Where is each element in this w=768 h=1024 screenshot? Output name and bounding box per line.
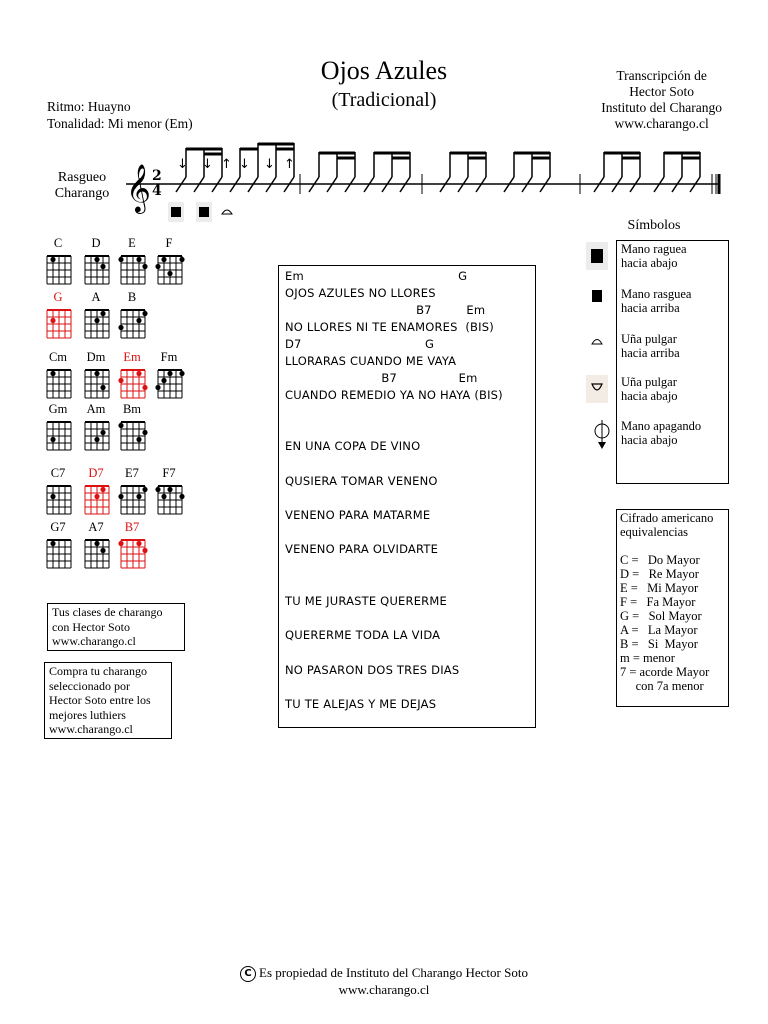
svg-text:↑: ↑ — [284, 157, 295, 172]
song-title: Ojos Azules — [320, 56, 448, 85]
simbolo-line: Mano raguea — [621, 242, 687, 256]
chord-diagram — [118, 250, 148, 286]
chord-diagram — [82, 480, 112, 516]
simbolo-text — [621, 287, 691, 315]
chord-diagram — [155, 480, 185, 516]
chord-label: B — [127, 290, 137, 304]
lyric-line: VENENO PARA MATARME — [285, 508, 431, 522]
chord-diagram — [118, 534, 148, 570]
simbolo-text — [621, 419, 701, 447]
simbolo-line: hacia arriba — [621, 346, 680, 360]
credits-block — [601, 68, 722, 132]
strum-measures — [309, 152, 700, 194]
cifrado-line: G = Sol Mayor — [620, 609, 702, 623]
lyric-line: OJOS AZULES NO LLORES — [285, 286, 436, 300]
lyric-line: LLORARAS CUANDO ME VAYA — [285, 354, 457, 368]
chord-label: Am — [86, 402, 106, 416]
chord-label: F — [165, 236, 173, 250]
copyright-text: Es propiedad de Instituto del Charango Hector Soto — [259, 965, 528, 980]
chord-diagram — [44, 416, 74, 452]
chord-label: G7 — [50, 520, 66, 534]
ad-line[interactable]: www.charango.cl — [49, 722, 133, 736]
lyric-line: NO PASARON DOS TRES DIAS — [285, 663, 460, 677]
simbolo-text — [621, 242, 687, 270]
chord-diagram — [118, 416, 148, 452]
lyric-line: NO LLORES NI TE ENAMORES (BIS) — [285, 320, 494, 334]
chord-diagram — [155, 250, 185, 286]
chord-label: D — [91, 236, 101, 250]
thumbnail-up-icon — [222, 210, 232, 214]
song-subtitle: (Tradicional) — [331, 89, 437, 111]
lyric-line: CUANDO REMEDIO YA NO HAYA (BIS) — [285, 388, 503, 402]
mute-down-icon — [595, 420, 609, 449]
strum-arrows — [177, 157, 295, 172]
rasgueo-label-line: Rasgueo — [57, 170, 107, 185]
time-signature-bottom: 4 — [152, 183, 162, 199]
simbolo-line: hacia abajo — [621, 389, 678, 403]
footer — [0, 965, 768, 998]
footer-url[interactable]: www.charango.cl — [338, 982, 430, 997]
svg-text:↓: ↓ — [239, 157, 250, 172]
simbolo-line: hacia arriba — [621, 301, 680, 315]
ritmo-text: Ritmo: Huayno — [47, 99, 131, 114]
chord-line: B7 Em — [285, 303, 486, 317]
simbolo-line: Mano apagando — [621, 419, 702, 433]
chord-label: A — [91, 290, 101, 304]
lyric-line: TU TE ALEJAS Y ME DEJAS — [285, 697, 437, 711]
simbolo-text — [621, 332, 680, 360]
ad-line[interactable]: www.charango.cl — [52, 634, 136, 648]
time-signature-top: 2 — [152, 168, 162, 184]
cifrado-title: Cifrado americano — [620, 511, 714, 525]
cifrado-title: equivalencias — [620, 525, 689, 539]
rasgueo-label — [40, 170, 124, 202]
chord-diagram — [118, 480, 148, 516]
chord-label: Cm — [48, 350, 68, 364]
rasgueo-staff — [124, 140, 724, 230]
treble-clef-icon: 𝄞 — [126, 163, 151, 212]
clases-ad-box — [47, 603, 185, 651]
ad-line: Hector Soto entre los — [49, 693, 151, 707]
simbolos-title: Símbolos — [627, 218, 681, 233]
ad-line: Tus clases de charango — [52, 605, 163, 619]
chord-line: B7 Em — [285, 371, 478, 385]
chord-diagram — [82, 304, 112, 340]
simbolo-line: hacia abajo — [621, 433, 678, 447]
chord-label: Bm — [122, 402, 142, 416]
copyright-icon: C — [240, 966, 256, 982]
chord-diagram — [44, 480, 74, 516]
chord-label: Gm — [48, 402, 68, 416]
ad-line: mejores luthiers — [49, 707, 126, 722]
credits-line: Transcripción de — [616, 68, 707, 83]
cifrado-line: A = La Mayor — [620, 623, 698, 637]
svg-text:↓: ↓ — [202, 157, 213, 172]
credits-line: www.charango.cl — [614, 116, 709, 131]
svg-text:↑: ↑ — [221, 157, 232, 172]
chord-label: E — [128, 236, 136, 250]
chord-label: Dm — [86, 350, 106, 364]
lyric-line: QUSIERA TOMAR VENENO — [285, 474, 438, 488]
cifrado-box — [616, 509, 729, 707]
svg-text:↓: ↓ — [264, 157, 275, 172]
lyrics-box — [278, 265, 536, 728]
chord-diagram — [82, 250, 112, 286]
cifrado-line: D = Re Mayor — [620, 567, 699, 581]
simbolos-icons — [584, 240, 614, 460]
thumbnail-up-icon — [592, 340, 602, 345]
compra-ad-box — [44, 662, 172, 739]
copyright-line — [0, 965, 768, 982]
chord-diagram — [82, 364, 112, 400]
simbolo-line: Uña pulgar — [621, 332, 677, 346]
chord-diagram — [44, 304, 74, 340]
chord-diagram — [118, 304, 148, 340]
chord-diagram — [82, 416, 112, 452]
cifrado-line: 7 = acorde Mayor — [620, 665, 710, 679]
song-meta — [47, 98, 193, 132]
chord-label: Em — [123, 350, 141, 364]
chord-chart — [40, 236, 200, 576]
chord-diagram — [118, 364, 148, 400]
lyric-line: EN UNA COPA DE VINO — [285, 439, 421, 453]
chord-label: Fm — [160, 350, 178, 364]
tonalidad-text: Tonalidad: Mi menor (Em) — [47, 116, 193, 131]
rasgueo-label-line: Charango — [54, 186, 110, 201]
chord-diagram — [44, 250, 74, 286]
thumbnail-down-icon — [586, 375, 608, 403]
chord-diagram — [82, 534, 112, 570]
chord-line: D7 G — [285, 337, 435, 351]
chord-label: F7 — [162, 466, 176, 480]
svg-text:↓: ↓ — [177, 157, 188, 172]
credits-line: Hector Soto — [629, 84, 695, 99]
cifrado-line: m = menor — [620, 651, 675, 665]
ad-line: seleccionado por — [49, 678, 130, 693]
chord-diagram — [155, 364, 185, 400]
simbolo-text — [621, 375, 678, 403]
chord-label: A7 — [88, 520, 104, 534]
ad-line: con Hector Soto — [52, 619, 130, 634]
cifrado-line: E = Mi Mayor — [620, 581, 699, 595]
chord-label: D7 — [88, 466, 104, 480]
chord-label: C7 — [50, 466, 66, 480]
lyric-line: TU ME JURASTE QUERERME — [285, 594, 447, 608]
chord-diagram — [44, 534, 74, 570]
chord-label: E7 — [125, 466, 139, 480]
simbolo-line: hacia abajo — [621, 256, 678, 270]
simbolo-line: Mano rasguea — [621, 287, 692, 301]
chord-label: G — [53, 290, 63, 304]
cifrado-line: B = Si Mayor — [620, 637, 698, 651]
chord-label: C — [53, 236, 63, 250]
credits-line: Instituto del Charango — [601, 100, 722, 115]
ad-line: Compra tu charango — [49, 664, 147, 678]
chord-diagram — [44, 364, 74, 400]
simbolo-line: Uña pulgar — [621, 375, 677, 389]
lyric-line: VENENO PARA OLVIDARTE — [285, 542, 439, 556]
cifrado-line: C = Do Mayor — [620, 553, 700, 567]
chord-label: B7 — [124, 520, 140, 534]
lyric-line: QUERERME TODA LA VIDA — [285, 628, 441, 642]
chord-line: Em G — [285, 269, 468, 283]
cifrado-line: con 7a menor — [620, 679, 704, 693]
simbolos-box — [616, 240, 729, 484]
cifrado-line: F = Fa Mayor — [620, 595, 696, 609]
